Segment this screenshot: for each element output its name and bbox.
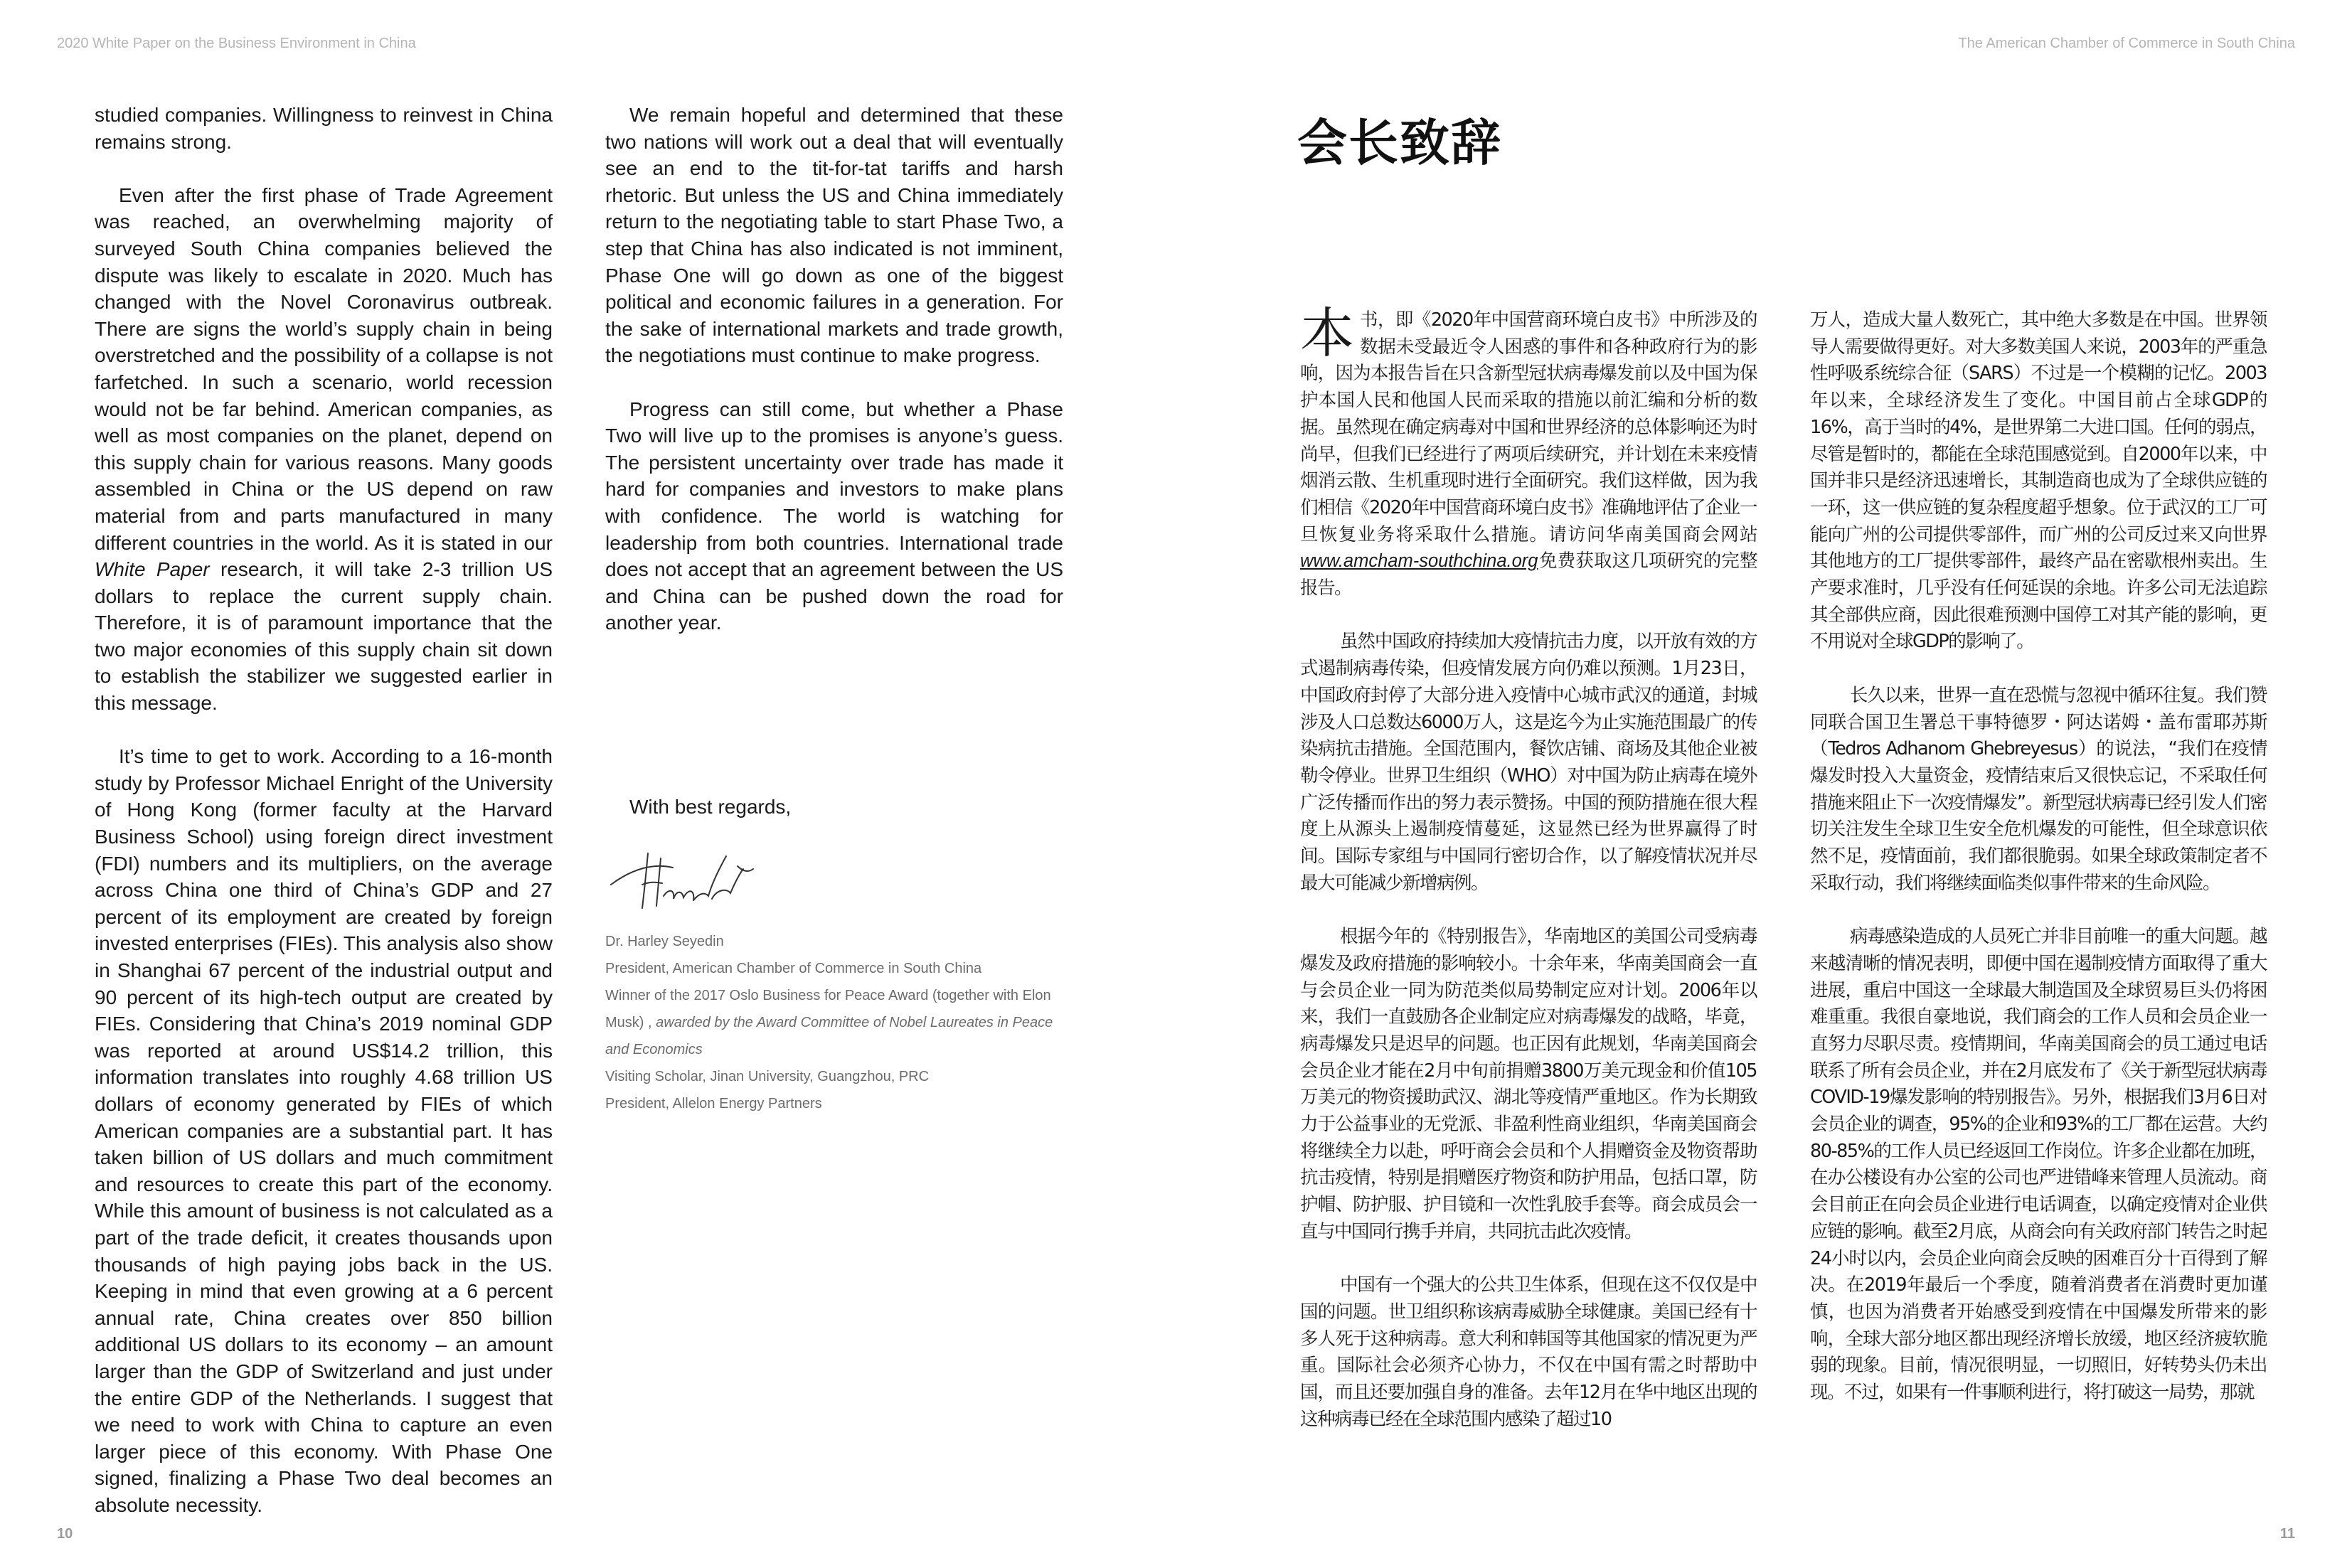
paragraph-text: research, it will take 2-3 trillion US dollars to replace the current supply chain. Therefore, it is of paramount importance that the two major economies of this supply chain sit down to establish the stabilizer we suggested earlier in this message. (95, 558, 553, 715)
signature-block (605, 928, 1075, 1117)
paragraph: studied companies. Willingness to reinvest in China remains strong. (95, 104, 553, 153)
signatory-award (605, 982, 1075, 1063)
right-page-column-1 (1300, 302, 1757, 1460)
running-header-left: 2020 White Paper on the Business Environment in China (57, 36, 416, 51)
award-committee: awarded by the Award Committee of Nobel Laureates in Peace and Economics (605, 1015, 1053, 1057)
paragraph (1300, 302, 1757, 602)
right-page-column-2 (1810, 307, 2267, 1433)
signatory-title: President, American Chamber of Commerce in South China (605, 961, 982, 976)
paragraph: We remain hopeful and determined that these two nations will work out a deal that will eventually see an end to the tit-for-tat tariffs and harsh rhetoric. But unless the US and China immediately return to the negotiating table to start Phase Two, a step that China has also indicated is not imminent, Phase One will go down as one of the biggest political and economic failures in a generation. For the sake of international markets and trade growth, the negotiations must continue to make progress. (605, 104, 1063, 367)
signatory-title: Visiting Scholar, Jinan University, Guangzhou, PRC (605, 1069, 930, 1084)
amcham-website-link[interactable]: www.amcham-southchina.org (1300, 551, 1538, 572)
paragraph: 虽然中国政府持续加大疫情抗击力度，以开放有效的方式遏制病毒传染，但疫情发展方向仍难以预测。1月23日，中国政府封停了大部分进入疫情中心城市武汉的通道，封城涉及人口总数达6000万人，这是迄今为止实施范围最广的传染病抗击措施。全国范围内，餐饮店铺、商场及其他企业被勒令停业。世界卫生组织（WHO）对中国为防止病毒在境外广泛传播而作出的努力表示赞扬。中国的预防措施在很大程度上从源头上遏制疫情蔓延，这显然已经为世界赢得了时间。国际专家组与中国同行密切合作，以了解疫情状况并尽最大可能减少新增病例。 (1300, 631, 1757, 894)
paragraph: 病毒感染造成的人员死亡并非目前唯一的重大问题。越来越清晰的情况表明，即便中国在遏制疫情方面取得了重大进展，重启中国这一全球最大制造国及全球贸易巨头仍将困难重重。我很自豪地说，我们商会的工作人员和会员企业一直努力尽职尽责。疫情期间，华南美国商会的员工通过电话联系了所有会员企业，并在2月底发布了《关于新型冠状病毒COVID-19爆发影响的特别报告》。另外，根据我们3月6日对会员企业的调查，95%的企业和93%的工厂都在运营。大约80-85%的工作人员已经返回工作岗位。许多企业都在加班，在办公楼设有办公室的公司也严进错峰来管理人员流动。商会目前正在向会员企业进行电话调查，以确定疫情对企业供应链的影响。截至2月底，从商会向有关政府部门转告之时起24小时以内，会员企业向商会反映的困难百分十百得到了解决。在2019年最后一个季度，随着消费者在消费时更加谨慎，也因为消费者开始感受到疫情在中国爆发所带来的影响，全球大部分地区都出现经济增长放缓，地区经济疲软脆弱的现象。目前，情况很明显，一切照旧，好转势头仍未出现。不过，如果有一件事顺利进行，将打破这一局势，那就 (1810, 926, 2267, 1404)
paragraph-text: Even after the first phase of Trade Agreement was reached, an overwhelming majority of surveyed South China companies believed the dispute was likely to escalate in 2020. Much has changed with the Novel Coronavirus outbreak. There are signs the world’s supply chain in being overstretched and the possibility of a collapse is not farfetched. In such a scenario, world recession would not be far behind. American companies, as well as most companies on the planet, depend on this supply chain for various reasons. Many goods assembled in China or the US depend on raw material from and parts manufactured in many different countries in the world. As it is stated in our (95, 183, 553, 554)
closing-block (605, 794, 1063, 847)
left-page-column-1 (95, 102, 553, 1545)
page-title: 会长致辞 (1297, 114, 1502, 172)
running-header-right: The American Chamber of Commerce in South China (1958, 36, 2295, 51)
paragraph: 根据今年的《特别报告》，华南地区的美国公司受病毒爆发及政府措施的影响较小。十余年来，华南美国商会一直与会员企业一同为防范类似局势制定应对计划。2006年以来，我们一直鼓励各企业制定应对病毒爆发的战略，毕竟，病毒爆发只是迟早的问题。也正因有此规划，华南美国商会会员企业才能在2月中旬前捐赠3800万美元现金和价值105万美元的物资援助武汉、湖北等疫情严重地区。作为长期致力于公益事业的无党派、非盈利性商业组织，华南美国商会将继续全力以赴，呼吁商会会员和个人捐赠资金及物资帮助抗击疫情，特别是捐赠医疗物资和防护用品，包括口罩，防护帽、防护服、护目镜和一次性乳胶手套等。商会成员会一直与中国同行携手并肩，共同抗击此次疫情。 (1300, 926, 1757, 1242)
closing-salutation: With best regards, (629, 796, 792, 818)
paragraph: 长久以来，世界一直在恐慌与忽视中循环往复。我们赞同联合国卫生署总干事特德罗・阿达诺姆・盖布雷耶苏斯（Tedros Adhanom Ghebreyesus）的说法，“我们在疫情爆发时投入大量资金，疫情结束后又很快忘记，不采取任何措施来阻止下一次疫情爆发”。新型冠状病毒已经引发人们密切关注发生全球卫生安全危机爆发的可能性，但全球意识依然不足，疫情面前，我们都很脆弱。如果全球政策制定者不采取行动，我们将继续面临类似事件带来的生命风险。 (1810, 684, 2267, 894)
award-text: Winner of the 2017 Oslo Business for Peace Award (together with Elon Musk) , (605, 988, 1051, 1030)
drop-cap: 本 (1300, 302, 1354, 365)
page-number-right: 11 (2279, 1526, 2295, 1542)
paragraph-text: 免费获取这几项研究的完整报告。 (1300, 550, 1757, 599)
white-paper-emphasis: White Paper (95, 558, 210, 581)
signatory-name: Dr. Harley Seyedin (605, 934, 724, 949)
paragraph: Progress can still come, but whether a Phase Two will live up to the promises is anyone’s guess. The persistent uncertainty over trade has made it hard for companies and investors to make plans with confidence. The world is watching for leadership from both countries. International trade does not accept that an agreement between the US and China can be pushed down the road for another year. (605, 398, 1063, 634)
handwritten-signature (605, 841, 762, 915)
page-number-left: 10 (57, 1526, 73, 1542)
left-page-column-2 (605, 102, 1063, 663)
paragraph: 万人，造成大量人数死亡，其中绝大多数是在中国。世界领导人需要做得更好。对大多数美国人来说，2003年的严重急性呼吸系统综合征（SARS）不过是一个模糊的记忆。2003年以来，全球经济发生了变化。中国目前占全球GDP的16%，高于当时的4%，是世界第二大进口国。任何的弱点，尽管是暂时的，都能在全球范围感觉到。自2000年以来，中国并非只是经济迅速增长，其制造商也成为了全球供应链的一环，这一供应链的复杂程度超乎想象。位于武汉的工厂可能向广州的公司提供零部件，而广州的公司反过来又向世界其他地方的工厂提供零部件，最终产品在密歇根州卖出。生产要求准时，几乎没有任何延误的余地。许多公司无法追踪其全部供应商，因此很难预测中国停工对其产能的影响，更不用说对全球GDP的影响了。 (1810, 309, 2267, 653)
paragraph: 中国有一个强大的公共卫生体系，但现在这不仅仅是中国的问题。世卫组织称该病毒威胁全球健康。美国已经有十多人死于这种病毒。意大利和韩国等其他国家的情况更为严重。国际社会必须齐心协力，不仅在中国有需之时帮助中国，而且还要加强自身的准备。去年12月在华中地区出现的这种病毒已经在全球范围内感染了超过10 (1300, 1274, 1757, 1430)
paragraph: It’s time to get to work. According to a 16-month study by Professor Michael Enright of the University of Hong Kong (former faculty at the Harvard Business School) using foreign direct investment (FDI) numbers and its multipliers, on the average across China one third of China’s GDP and 27 percent of its employment are created by foreign invested enterprises (FIEs). This analysis also show in Shanghai 67 percent of the industrial output and 90 percent of its high-tech output are created by FIEs. Considering that China’s 2019 nominal GDP was reported at around US$14.2 trillion, this information translates into roughly 4.68 trillion US dollars of economy generated by FIEs of which American companies are a substantial part. It has taken billion of US dollars and much commitment and resources to create this part of the economy. While this amount of business is not calculated as a part of the trade deficit, it creates thousands upon thousands of high paying jobs back in the US. Keeping in mind that even growing at a 6 percent annual rate, China creates over 850 billion additional US dollars to its economy – an amount larger than the GDP of Switzerland and just under the entire GDP of the Netherlands. I suggest that we need to work with China to capture an even larger piece of this economy. With Phase One signed, finalizing a Phase Two deal becomes an absolute necessity. (95, 745, 553, 1516)
signatory-title: President, Allelon Energy Partners (605, 1096, 822, 1111)
paragraph (95, 182, 553, 717)
paragraph-text: 书，即《2020年中国营商环境白皮书》中所涉及的数据未受最近令人困惑的事件和各种政府行为的影响，因为本报告旨在只含新型冠状病毒爆发前以及中国为保护本国人民和他国人民而采取的措施以前汇编和分析的数据。虽然现在确定病毒对中国和世界经济的总体影响还为时尚早，但我们已经进行了两项后续研究，并计划在未来疫情烟消云散、生机重现时进行全面研究。我们这样做，因为我们相信《2020年中国营商环境白皮书》准确地评估了企业一旦恢复业务将采取什么措施。请访问华南美国商会网站 (1300, 309, 1757, 545)
